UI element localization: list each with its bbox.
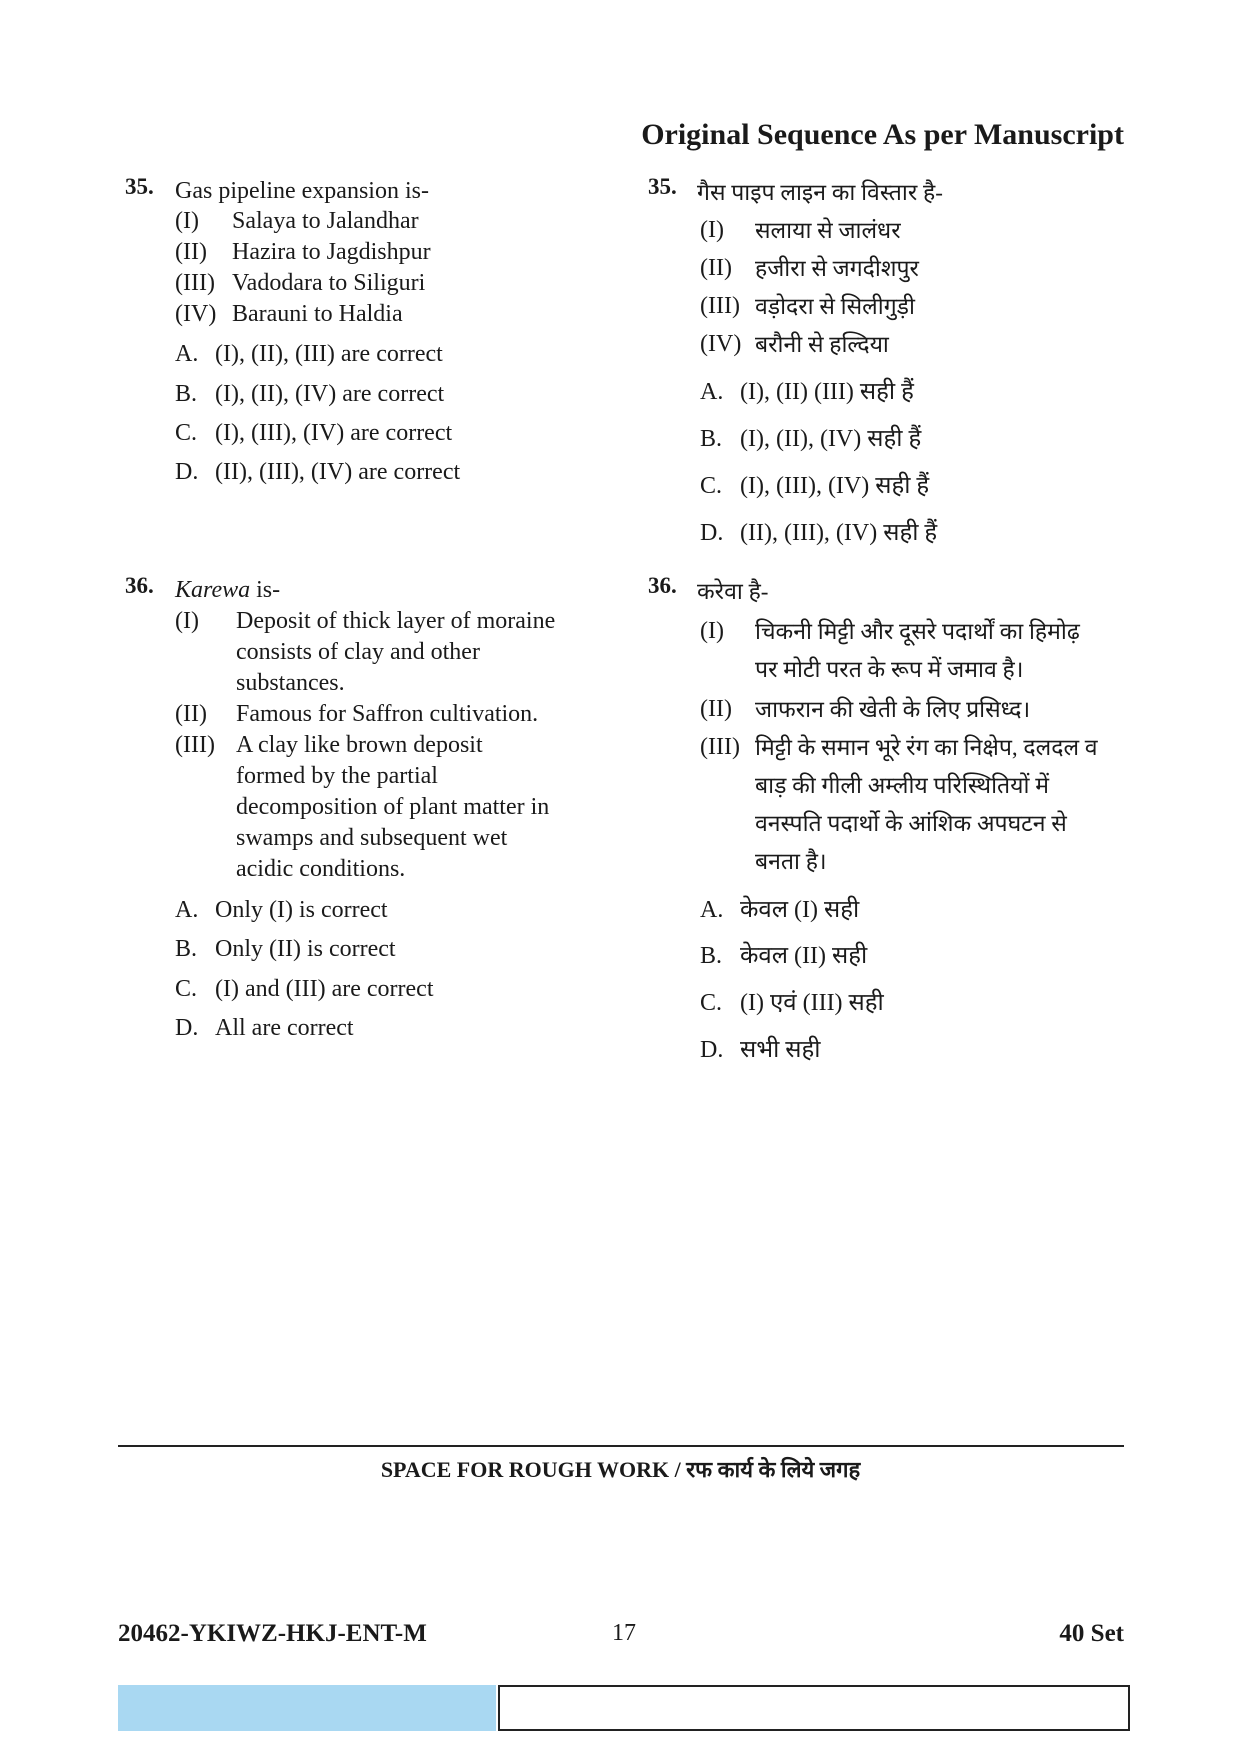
item-text: बनता है। <box>755 849 827 874</box>
set-label: 40 Set <box>1059 1620 1124 1647</box>
option-text: (I), (II), (IV) are correct <box>215 381 445 407</box>
option-text: Only (I) is correct <box>215 897 388 923</box>
option-text: केवल (I) सही <box>740 897 860 923</box>
question-number: 36. <box>648 573 677 598</box>
item-roman: (IV) <box>700 331 742 357</box>
item-roman: (II) <box>700 255 732 281</box>
item-text: Famous for Saffron cultivation. <box>236 701 539 727</box>
item-text: acidic conditions. <box>236 856 406 882</box>
option-text: Only (II) is correct <box>215 936 396 962</box>
item-text: बाड़ की गीली अम्लीय परिस्थितियों में <box>755 773 1049 798</box>
item-text: decomposition of plant matter in <box>236 794 550 820</box>
answer-option-c[interactable] <box>700 471 929 502</box>
option-label: D. <box>700 1037 724 1063</box>
question-stem: Gas pipeline expansion is- <box>175 178 429 204</box>
answer-option-a[interactable] <box>700 895 859 926</box>
item-roman: (II) <box>175 701 207 727</box>
item-text: A clay like brown deposit <box>236 732 483 758</box>
option-label: D. <box>175 1015 199 1041</box>
question-number: 35. <box>125 174 154 199</box>
question-stem: करेवा है- <box>697 579 769 604</box>
question-number: 35. <box>648 174 677 199</box>
answer-option-b[interactable] <box>700 424 921 455</box>
question-stem: गैस पाइप लाइन का विस्तार है- <box>697 180 943 205</box>
option-text: (I), (II) (III) सही हैं <box>740 379 914 405</box>
item-text: substances. <box>236 670 345 696</box>
paper-code: 20462-YKIWZ-HKJ-ENT-M <box>118 1620 427 1647</box>
item-roman: (III) <box>700 734 740 760</box>
option-text: (II), (III), (IV) सही हैं <box>740 520 938 546</box>
page-number: 17 <box>612 1620 636 1646</box>
footer-blank-box <box>498 1685 1130 1731</box>
stem-rest: is- <box>250 577 281 603</box>
page-heading: Original Sequence As per Manuscript <box>641 118 1124 151</box>
item-text: Vadodara to Siliguri <box>232 270 426 296</box>
item-text: Barauni to Haldia <box>232 301 403 327</box>
option-label: C. <box>700 473 723 499</box>
answer-option-d[interactable] <box>175 1013 354 1044</box>
answer-option-d[interactable] <box>700 518 937 549</box>
item-roman: (III) <box>175 270 215 296</box>
answer-option-c[interactable] <box>700 988 884 1019</box>
answer-option-b[interactable] <box>175 934 396 965</box>
item-roman: (I) <box>700 618 724 644</box>
option-label: B. <box>700 943 723 969</box>
answer-option-a[interactable] <box>175 339 443 370</box>
item-text: Deposit of thick layer of moraine <box>236 608 556 634</box>
option-text: All are correct <box>215 1015 354 1041</box>
item-text: सलाया से जालंधर <box>755 218 901 243</box>
item-text: formed by the partial <box>236 763 438 789</box>
option-label: B. <box>175 936 198 962</box>
item-roman: (III) <box>700 293 740 319</box>
item-roman: (I) <box>175 208 199 234</box>
item-roman: (I) <box>700 217 724 243</box>
option-text: (I), (III), (IV) सही हैं <box>740 473 930 499</box>
question-stem <box>175 575 280 606</box>
option-label: C. <box>175 976 198 1002</box>
item-text: मिट्टी के समान भूरे रंग का निक्षेप, दलदल व <box>755 735 1098 760</box>
option-label: C. <box>175 420 198 446</box>
option-text: (II), (III), (IV) are correct <box>215 459 461 485</box>
option-text: केवल (II) सही <box>740 943 868 969</box>
question-number: 36. <box>125 573 154 598</box>
item-text: वनस्पति पदार्थो के आंशिक अपघटन से <box>755 811 1067 836</box>
item-text: वड़ोदरा से सिलीगुड़ी <box>755 294 915 319</box>
rough-work-label: SPACE FOR ROUGH WORK / रफ कार्य के लिये जगह <box>380 1457 861 1482</box>
item-text: पर मोटी परत के रूप में जमाव है। <box>755 657 1024 682</box>
option-text: (I) and (III) are correct <box>215 976 434 1002</box>
item-roman: (IV) <box>175 301 217 327</box>
option-label: D. <box>175 459 199 485</box>
answer-option-d[interactable] <box>700 1035 821 1066</box>
option-text: (I), (II), (IV) सही हैं <box>740 426 922 452</box>
option-label: C. <box>700 990 723 1016</box>
answer-option-c[interactable] <box>175 974 434 1005</box>
option-label: A. <box>175 897 199 923</box>
item-text: हजीरा से जगदीशपुर <box>755 256 919 281</box>
item-roman: (II) <box>700 696 732 722</box>
option-text: (I), (II), (III) are correct <box>215 341 443 367</box>
item-text: चिकनी मिट्टी और दूसरे पदार्थों का हिमोढ़ <box>755 619 1080 644</box>
option-text: सभी सही <box>740 1037 821 1063</box>
item-roman: (II) <box>175 239 207 265</box>
option-label: A. <box>700 897 724 923</box>
option-label: B. <box>175 381 198 407</box>
option-text: (I) एवं (III) सही <box>740 990 884 1016</box>
answer-option-b[interactable] <box>175 379 444 410</box>
answer-option-d[interactable] <box>175 457 460 488</box>
answer-option-c[interactable] <box>175 418 452 449</box>
option-label: A. <box>700 379 724 405</box>
item-text: consists of clay and other <box>236 639 480 665</box>
item-text: swamps and subsequent wet <box>236 825 508 851</box>
item-text: Salaya to Jalandhar <box>232 208 419 234</box>
option-text: (I), (III), (IV) are correct <box>215 420 453 446</box>
option-label: D. <box>700 520 724 546</box>
stem-term: Karewa <box>175 577 251 603</box>
footer-color-bar <box>118 1685 496 1731</box>
item-text: बरौनी से हल्दिया <box>755 332 889 357</box>
option-label: A. <box>175 341 199 367</box>
item-roman: (I) <box>175 608 199 634</box>
divider-line <box>118 1445 1124 1447</box>
answer-option-a[interactable] <box>175 895 388 926</box>
item-text: Hazira to Jagdishpur <box>232 239 431 265</box>
item-text: जाफरान की खेती के लिए प्रसिध्द। <box>755 697 1031 722</box>
item-roman: (III) <box>175 732 215 758</box>
answer-option-b[interactable] <box>700 941 867 972</box>
answer-option-a[interactable] <box>700 377 914 408</box>
option-label: B. <box>700 426 723 452</box>
